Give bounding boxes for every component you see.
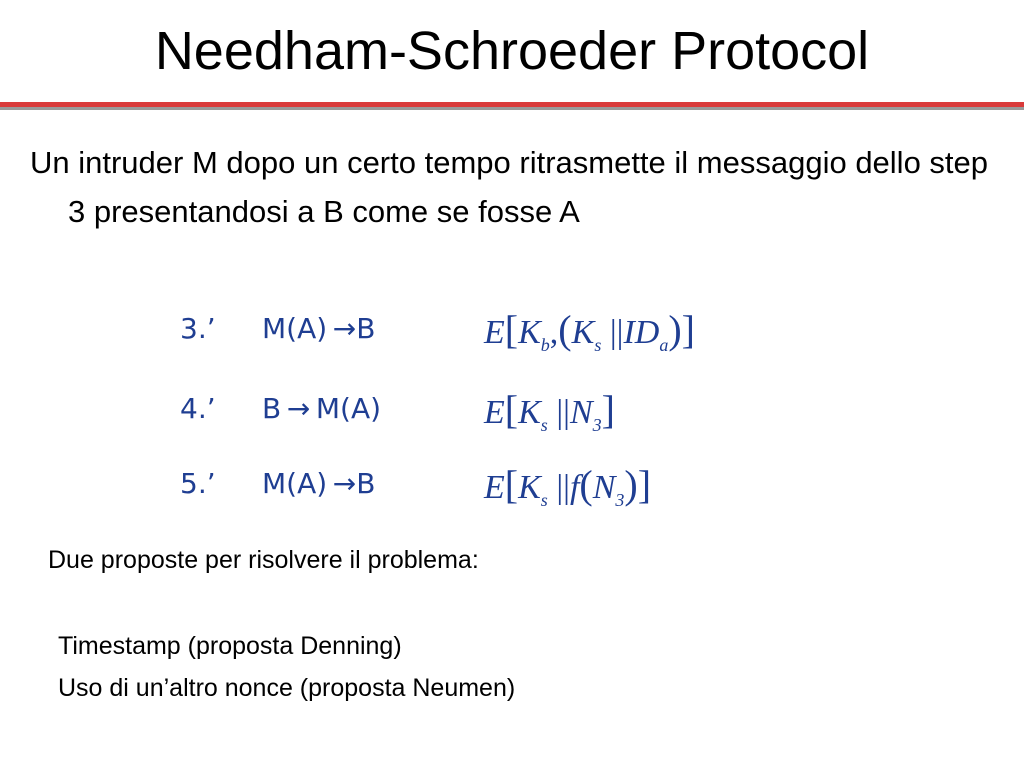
step-number: 5.’ [180,467,216,500]
step-sender: B [262,392,282,425]
step-formula: $E[K_b,(K_s$ $||ID_a$)] [484,307,695,355]
proposal-item: Timestamp (proposta Denning) [58,632,402,660]
slide-title: Needham-Schroeder Protocol [154,21,870,81]
step-receiver: B [356,467,376,500]
intro-text: Un intruder M dopo un certo tempo ritrasmette il messaggio dello step 3 presentandosi a B come se fosse A [30,145,989,229]
protocol-step-4 [0,380,1024,440]
arrow-icon: → [286,392,311,425]
step-flow [262,392,381,425]
step-sender: M(A) [262,312,328,345]
step-flow [262,312,375,345]
step-formula: $E[K_s$ $||f(N_3)$] [484,462,652,510]
title-divider-grey [0,107,1024,110]
step-receiver: B [356,312,376,345]
proposal-item: Uso di un’altro nonce (proposta Neumen) [58,674,516,702]
protocol-step-5 [0,455,1024,515]
step-flow [262,467,375,500]
proposals-heading: Due proposte per risolvere il problema: [48,546,479,574]
protocol-step-3 [0,300,1024,360]
step-sender: M(A) [262,467,328,500]
step-formula: $E[K_s$ $||N_3$] [484,387,615,435]
arrow-icon: → [332,467,357,500]
step-number: 3.’ [180,312,216,345]
arrow-icon: → [332,312,357,345]
step-receiver: M(A) [315,392,382,425]
step-number: 4.’ [180,392,216,425]
